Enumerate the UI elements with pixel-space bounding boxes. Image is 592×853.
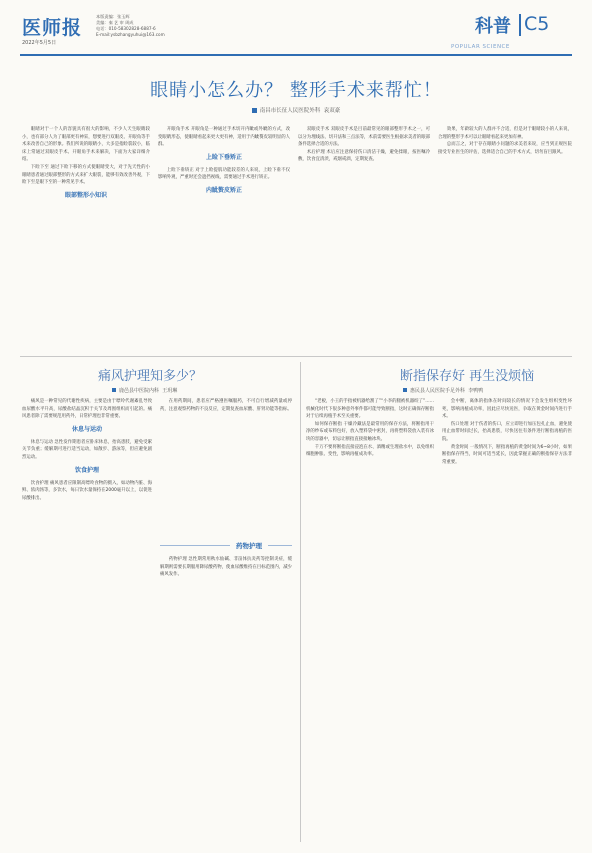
paragraph: “老板，小王的手指被机器给割了”“小李的腿被机器绞了”……机械化时代下很多种意外事件都可能导致断指，这时正确保存断指对于后续再植手术至关重要。 [306,399,434,420]
article2-byline [112,387,177,394]
section-divider [519,14,521,36]
paragraph: 效果，年龄较大的人群并不合适，但是对于眼睛较小的人来说，合理的整形手术可以让眼睛看起来更加有神。 [438,127,572,140]
paragraph: 千万不要将断指直接浸泡在水、酒精或生理盐水中，以免组织细胞肿胀、变性，影响再植成功率。 [306,444,434,458]
section-title: 科普 [475,16,511,37]
article2-column-2-top [160,398,292,538]
box-heading-rule-right [268,545,292,546]
byline-org: 惠民县人民医院手足外科 [410,388,466,394]
info-line: 本版责编：张玉辉 [96,14,130,19]
article3-column-1 [306,398,434,843]
paragraph: 开眼角手术 开眼角是一种通过手术切开内眦或外眦的方式，改变眼睛形态，使眼睛看起来更大更有神，适用于内眦赘皮较明显的人群。 [158,127,290,148]
page-number: C5 [524,13,550,35]
article3-byline [403,387,483,394]
article1-column-1 [22,126,150,351]
byline-author: 李鸭鸭 [468,388,484,394]
paragraph: 痛风是一种常见的代谢性疾病，主要是由于嘌呤代谢紊乱导致血尿酸水平升高，尿酸盐结晶沉积于关节及周围组织而引起的。痛风患者除了需要规范用药外，日常护理也非常重要。 [22,399,152,420]
subheading: 上睑下垂矫正 [205,153,242,161]
byline-author: 王玥琳 [162,388,178,394]
byline-square-icon [403,388,407,392]
subheading: 内眦赘皮矫正 [205,186,242,194]
paragraph: 药物护理 急性期常用秋水仙碱、非甾体抗炎药等控制炎症，缓解期则需要长期服用降尿酸药物，使血尿酸维持在目标范围内，减少痛风发作。 [160,557,292,578]
subheading: 饮食护理 [74,466,99,474]
subheading: 眼部整形小知识 [64,191,107,199]
paragraph: 双眼皮手术 双眼皮手术是目前最常见的眼部整形手术之一，可以分为埋线法、切开法和三点法等，术前需要医生根据求美者的眼部条件选择合适的方法。 [298,127,430,148]
article2-title: 痛风护理知多少？ [98,369,203,384]
paragraph: 眼睛对于一个人的容貌具有很大的影响，不少人天生眼睛较小，也有部分人为了眼部更有神采，想要进行双眼皮、开眼角等手术来改善自己的形象。我们所说的眼睛小，大多是指睑裂较小，临床上常通过双眼皮手术、开眼角手术来解决，下面为大家详细介绍。 [22,127,150,163]
box-heading-rule-left [160,545,230,546]
paragraph: 会中断，离体的指体在时间较长的情况下会发生组织变性坏死，影响再植成功率，因此应尽快送医，争取在黄金时间内进行手术。 [442,399,572,420]
article2-column-2-bottom [160,556,292,843]
article1-column-2 [158,126,290,351]
article-byline [0,106,592,114]
article3-title: 断指保存好 再生没烦恼 [400,369,535,384]
byline-org: 鹿邑县中医院内科 [119,388,160,394]
byline-org: 南昌市长征人民医院外科 [259,108,321,114]
header-rule [20,54,572,56]
paragraph: 伤口处理 对于伤者的伤口，应立即进行加压包扎止血，避免使用止血带时间过长，抬高患肢，尽快送往有条件进行断指再植的医院。 [442,421,572,442]
paragraph: 术后护理 术后应注意保持伤口清洁干燥，避免揉眼，按医嘱冷敷，饮食宜清淡，戒烟戒酒，定期复查。 [298,149,430,163]
article1-column-4 [438,126,572,351]
box-heading: 药物护理 [236,542,262,550]
column-divider-vertical [300,362,301,842]
article1-column-3 [298,126,430,351]
info-line: 美编：秦 艺 审 周成 [96,20,134,25]
byline-square-icon [252,108,257,113]
subheading: 休息与运动 [71,425,102,433]
paragraph: 在用药期间，患者应严格遵医嘱服药，不可自行增减药量或停药，注意观察药物的不良反应，定期复查血尿酸、肝肾功能等指标。 [160,399,292,412]
article2-column-1 [22,398,152,843]
section-divider-horizontal [20,356,572,357]
info-line: E-mail:ysbzhangyuhui@163.com [96,32,165,37]
byline-author: 袁双豪 [323,108,341,114]
section-title-english: POPULAR SCIENCE [451,44,510,50]
newspaper-logo: 医师报 [22,17,83,39]
paragraph: 下睑下至 通过下睑下移的方式使眼睛变大，对于先天性的小眼睛患者通过眼部整形的方式来扩大眼裂，能够有效改善外观，下睑下至是眼下至的一种常见手术。 [22,164,150,186]
paragraph: 上睑下垂矫正 对于上睑提肌功能较差的人来说，上睑下垂不仅影响外观，严重时还会遮挡视线，需要通过手术进行矫正。 [158,167,290,181]
paragraph: 饮食护理 痛风患者应限制高嘌呤食物的摄入，如动物内脏、海鲜、浓肉汤等，多饮水，每日饮水量保持在2000毫升以上，以促进尿酸排出。 [22,480,152,501]
publication-info [96,14,165,38]
article3-column-2 [442,398,572,843]
paragraph: 如何保存断指 干燥冷藏法是最常用的保存方法，将断指用干净的纱布或布料包好，放入塑料袋中密封，再将塑料袋放入装有冰块的容器中，切忌让断指直接接触冰块。 [306,421,434,442]
paragraph: 总而言之，对于存在眼睛小问题的求美者来说，应当到正规医院接受专业医生的评估，选择适合自己的手术方式，切勿盲目跟风。 [438,142,572,155]
publication-date: 2022年5月5日 [22,40,57,46]
paragraph: 休息与运动 急性发作期患者应卧床休息，抬高患肢，避免受累关节负重；缓解期可进行适当运动，如散步、游泳等，但应避免剧烈运动。 [22,439,152,460]
info-line: 电话：010-58302828-6887-6 [96,26,156,31]
masthead [0,0,592,72]
paragraph: 黄金时间 一般情况下，断指再植的黄金时间为6~8小时，如果断指保存得当，时间可适当延长，因此掌握正确的断指保存方法非常重要。 [442,444,572,465]
article-headline: 眼睛小怎么办？ 整形手术来帮忙！ [150,80,442,101]
byline-square-icon [112,388,116,392]
